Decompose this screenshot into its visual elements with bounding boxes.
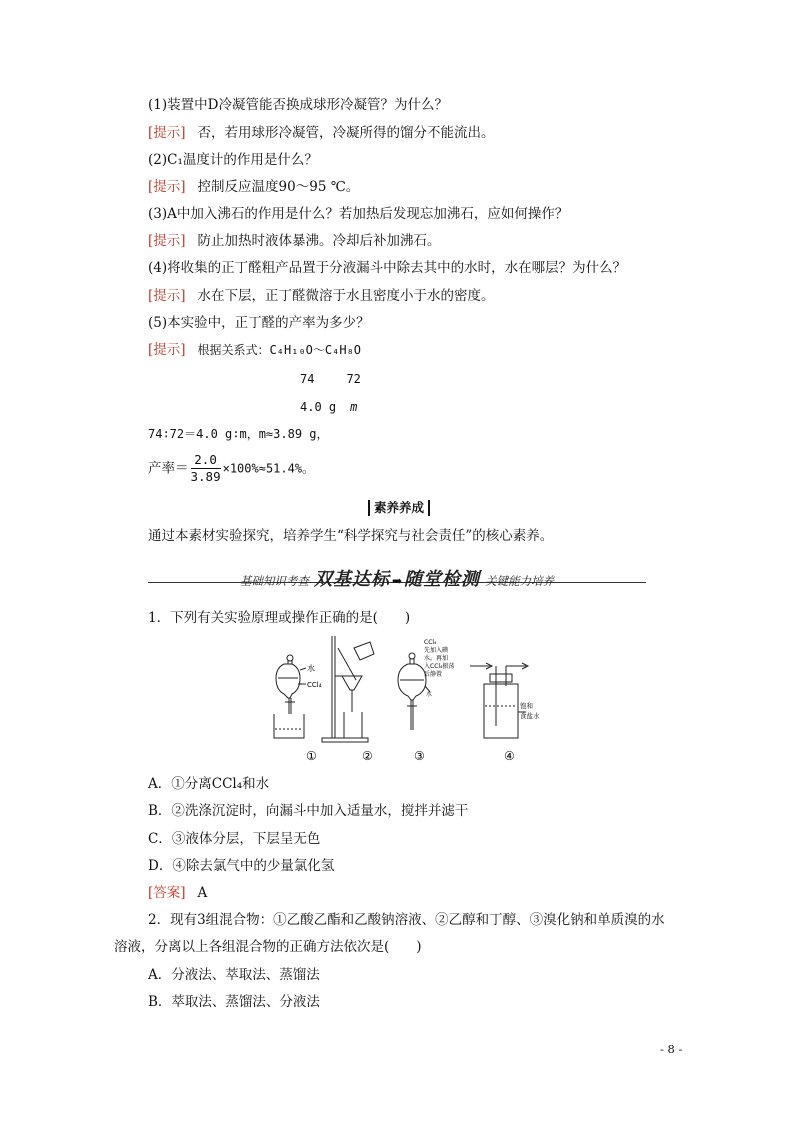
calc-row-3: 74∶72＝4.0 g∶m，m≈3.89 g， [148,427,329,441]
hint-5: [提示] 根据关系式：C₄H₁₀O～C₄H₈O [148,342,362,358]
hint-3: [提示] 防止加热时液体暴沸。冷却后补加沸石。 [148,233,441,249]
question-4: (4)将收集的正丁醛粗产品置于分液漏斗中除去其中的水时，水在哪层？为什么？ [148,260,627,276]
problem-2-option-b: B．萃取法、蒸馏法、分液法 [148,994,320,1010]
apparatus-diagram [270,634,550,764]
figure-number-4: ④ [504,749,515,763]
label3-line-e: 后静置 [424,671,443,678]
problem-2-line-2: 溶液，分离以上各组混合物的正确方法依次是( ) [114,939,422,955]
experiment-figure [270,634,550,764]
problem-1-stem: 1．下列有关实验原理或操作正确的是( ) [148,610,411,626]
hint-label: [提示] [148,233,186,249]
problem-1-option-c: C．③液体分层，下层呈无色 [148,831,321,847]
hint-label: [提示] [148,342,186,358]
arrow-icon: ➡ [391,574,403,588]
section-text: 通过本素材实验探究，培养学生“科学探究与社会责任”的核心素养。 [148,528,554,544]
label3-line-d: 入CCl₄振荡 [424,663,455,670]
question-2: (2)C₁温度计的作用是什么？ [148,152,318,168]
problem-1-option-b: B．②洗涤沉淀时，向漏斗中加入适量水，搅拌并滤干 [148,803,469,819]
label-ccl4: CCl₄ [307,681,322,689]
banner [148,562,646,590]
hint-label: [提示] [148,179,186,195]
apparatus-4 [470,663,528,738]
hint-2: [提示] 控制反应温度90～95 ℃。 [148,179,360,195]
problem-1-option-d: D．④除去氯气中的少量氯化氢 [148,858,335,874]
problem-1-option-a: A．①分离CCl₄和水 [148,776,270,792]
hint-label: [提示] [148,288,186,304]
label3-line-b: 先加入碘 [424,647,449,654]
label3-water: 水 [426,691,433,698]
hint-label: [提示] [148,125,186,141]
question-3: (3)A中加入沸石的作用是什么？若加热后发现忘加沸石，应如何操作？ [148,206,569,222]
apparatus-2 [322,636,374,742]
banner-title-2: 随堂检测 [404,569,481,590]
apparatus-1 [274,655,306,738]
label4-saturated: 饱和 [520,702,533,710]
yield-formula: 产率＝ $\frac{2.0}{3.89}$ ×100%≈51.4%。 [148,452,315,484]
figure-number-2: ② [362,749,373,763]
hint-1: [提示] 否，若用球形冷凝管，冷凝所得的馏分不能流出。 [148,125,495,141]
answer-label: [答案] [148,885,186,901]
figure-number-3: ③ [414,749,425,763]
banner-left: 基础知识考查 [239,574,309,588]
question-5: (5)本实验中，正丁醛的产率为多少？ [148,315,370,331]
problem-1-answer: [答案] A [148,885,208,901]
problem-2-option-a: A．分液法、萃取法、蒸馏法 [148,967,320,983]
calc-row-2: 4.0 g m [300,400,358,414]
label3-line-c: 水，再加 [424,655,449,662]
section-badge: 素养养成 [368,500,430,516]
banner-right: 关键能力培养 [485,574,555,588]
label3-ccl4: CCl₄ [424,639,437,646]
calc-row-1: 74 72 [300,372,361,386]
page-number: - 8 - [660,1042,683,1056]
banner-title-1: 双基达标 [313,569,390,590]
hint-4: [提示] 水在下层，正丁醛微溶于水且密度小于水的密度。 [148,288,495,304]
figure-number-1: ① [306,749,317,763]
question-1: (1)装置中D冷凝管能否换成球形冷凝管？为什么？ [148,97,448,113]
problem-2-line-1: 2．现有3组混合物：①乙酸乙酯和乙酸钠溶液、②乙醇和丁醇、③溴化钠和单质溴的水 [148,912,665,928]
label4-brine: 食盐水 [520,712,540,720]
label-water: 水 [307,664,315,673]
